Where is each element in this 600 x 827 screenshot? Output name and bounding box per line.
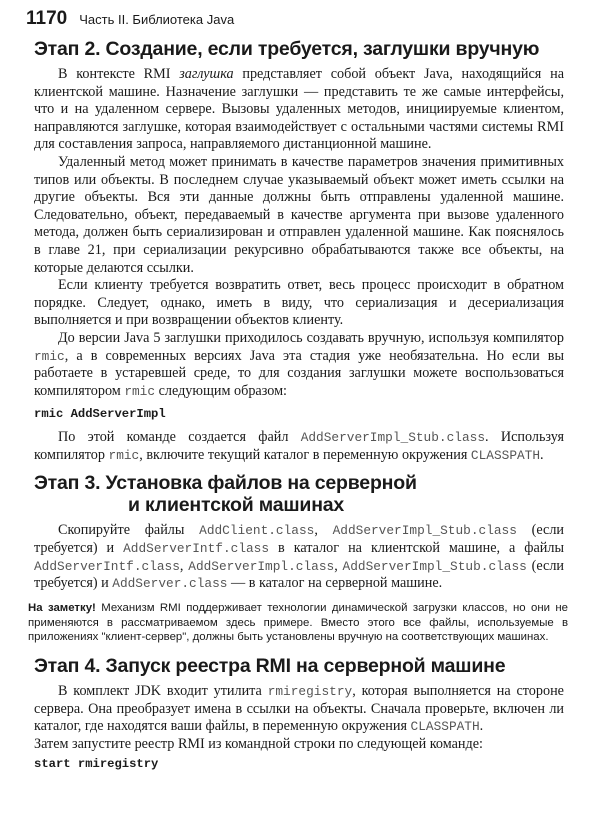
section-4-heading: Этап 4. Запуск реестра RMI на серверной машине	[34, 655, 506, 678]
code-stub-file: AddServerImpl_Stub.class	[300, 430, 485, 446]
section-2-paragraph-2: Удаленный метод может принимать в качестве параметров значения примитивных типов или объекты. В последнем случае указываемый объект может иметь ссылки на другие объекты. Вся эти данные должны быть отправлены удаленной машине. Следовательно, объект, передаваемый в качестве аргумента при вызове удаленного метода, должен быть сериализирован и отправлен удаленной машине. Как пояснялось в главе 21, при сериализации рекурсивно обрабатываются также все объекты, на которые делаются ссылки.	[34, 153, 564, 276]
term-stub: заглушка	[179, 66, 234, 82]
code-rmic: rmic	[34, 348, 65, 364]
section-2-heading: Этап 2. Создание, если требуется, заглушки вручную	[34, 38, 540, 60]
running-header	[26, 8, 564, 34]
code-rmic: rmic	[108, 447, 140, 463]
section-2-paragraph-1: В контексте RMI заглушка представляет собой объект Java, находящийся на клиентской машине. Назначение заглушки — представить те же самые интерфейсы, что и на удаленном сервере. Вызовы удаленных методов, инициируемые клиентом, направляются заглушке, которая взаимодействует с остальными частями системы RMI для составления запроса, направляемого дистанционной машине.	[34, 66, 564, 153]
section-3-heading: Этап 3. Установка файлов на серверной и клиентской машинах	[34, 472, 417, 517]
code-rmic: rmic	[124, 383, 156, 399]
command-rmic: rmic AddServerImpl	[34, 407, 166, 422]
section-4-paragraph-2: Затем запустите реестр RMI из командной строки по следующей команде:	[34, 736, 483, 753]
command-start-rmiregistry: start rmiregistry	[34, 756, 159, 771]
note-box	[28, 601, 568, 645]
code-classpath: CLASSPATH	[470, 447, 541, 463]
note-text: Механизм RMI поддерживает технологии динамической загрузки классов, но они не применяются в рассматриваемом здесь примере. Вместо этого все файлы, используемые в приложениях "клиент-сервер", должны быть установлены вручную на соответствующих машинах.	[28, 601, 568, 644]
section-2-paragraph-3: Если клиенту требуется возвратить ответ, весь процесс происходит в обратном порядке. Следует, однако, иметь в виду, что сериализация и десериализация выполняется и при возвращении объектов клиенту.	[34, 277, 564, 329]
section-2-paragraph-4: До версии Java 5 заглушки приходилось создавать вручную, используя компилятор rmic, а в современных версиях Java эта стадия уже необязательна. Но если вы работаете в устаревшей среде, то для создания заглушки можете воспользоваться компилятором rmic следующим образом:	[34, 329, 564, 399]
code-rmiregistry: rmiregistry	[267, 684, 353, 700]
page-number: 1170	[26, 8, 68, 29]
section-2-paragraph-5: По этой команде создается файл AddServerImpl_Stub.class. Используя компилятор rmic, включите текущий каталог в переменную окружения CLASSPATH.	[34, 429, 564, 463]
section-3-paragraph-1: Скопируйте файлы AddClient.class, AddServerImpl_Stub.class (если требуется) и AddServerIntf.class в каталог на клиентской машине, а файлы AddServerIntf.class, AddServerImpl.class, AddServerImpl_Stub.class (если требуется) и AddServer.class — в каталог на серверной машине.	[34, 522, 564, 592]
running-title: Часть II. Библиотека Java	[79, 12, 235, 27]
code-classpath: CLASSPATH	[410, 719, 480, 735]
section-4-paragraph-1: В комплект JDK входит утилита rmiregistry, которая выполняется на стороне сервера. Она преобразует имена в ссылки на объекты. Сначала проверьте, включен ли каталог, где находятся ваши файлы, в переменную окружения CLASSPATH.	[34, 683, 564, 735]
note-label: На заметку!	[28, 601, 96, 614]
